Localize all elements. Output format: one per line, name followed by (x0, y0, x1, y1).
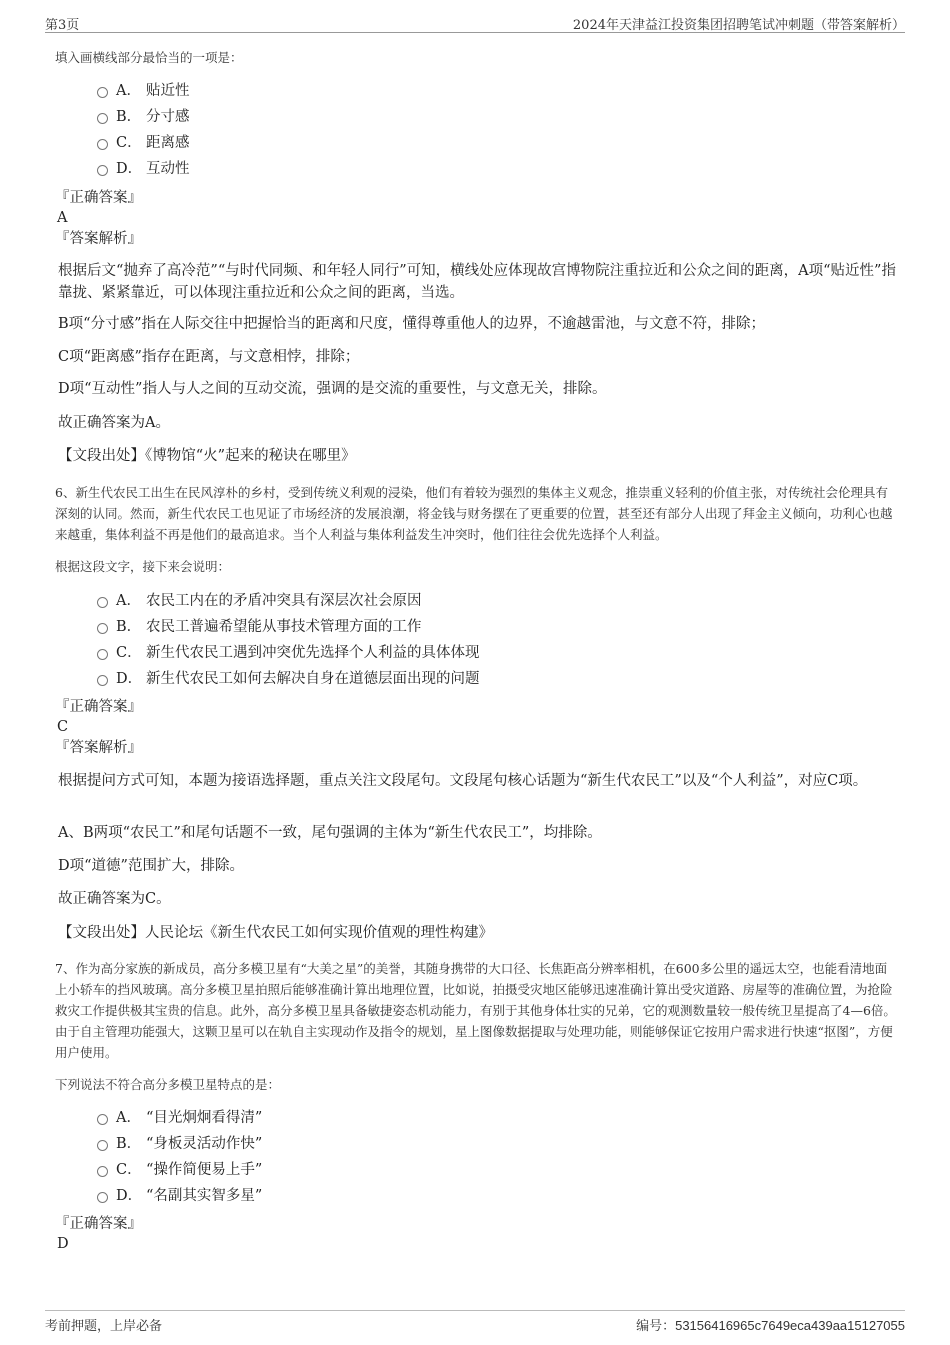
q6-answer: C (57, 719, 69, 735)
q6-analysis-p1: 根据提问方式可知，本题为接语选择题，重点关注文段尾句。文段尾句核心话题为“新生代农民工”以及“个人利益”，对应C项。 (58, 773, 868, 789)
radio-icon[interactable] (97, 623, 108, 634)
q5-option-b[interactable]: B． 分寸感 (97, 106, 190, 128)
q6-analysis-p2: A、B两项“农民工”和尾句话题不一致，尾句强调的主体为“新生代农民工”，均排除。 (58, 825, 602, 841)
q7-passage: 7、作为高分家族的新成员，高分多模卫星有“大美之星”的美誉，其随身携带的大口径、长焦距高分辨率相机，在600多公里的遥远太空，也能看清地面上小轿车的挡风玻璃。高分多模卫星拍照后能够准确计算出地理位置，比如说，拍摄受灾地区能够迅速准确计算出受灾道路、房屋等的准确位置，为抢险救灾工作提供极其宝贵的信息。此外，高分多模卫星具备敏捷姿态机动能力，有别于其他身体壮实的兄弟，它的观测数量较一般传统卫星提高了4—6倍。由于自主管理功能强大，这颗卫星可以在轨自主实现动作及指令的规划，星上图像数据提取与处理功能，则能够保证它按用户需求进行快速“抠图”，方便用户使用。 (55, 961, 896, 1060)
footer-code-label: 编号： (636, 1319, 676, 1334)
q6-option-a[interactable]: A． 农民工内在的矛盾冲突具有深层次社会原因 (97, 590, 422, 612)
q7-prompt: 下列说法不符合高分多模卫星特点的是： (55, 1077, 281, 1092)
q5-answer: A (57, 210, 68, 226)
q6-prompt: 根据这段文字，接下来会说明： (55, 559, 231, 574)
radio-icon[interactable] (97, 649, 108, 660)
radio-icon[interactable] (97, 1140, 108, 1151)
page-header (45, 14, 905, 33)
footer-slogan: 考前押题，上岸必备 (45, 1319, 163, 1334)
q6-answer-label: 『正确答案』 (55, 699, 142, 715)
q6-option-c[interactable]: C． 新生代农民工遇到冲突优先选择个人利益的具体体现 (97, 642, 480, 664)
radio-icon[interactable] (97, 1114, 108, 1125)
q5-analysis-p3: C项“距离感”指存在距离，与文意相悖，排除； (58, 349, 360, 365)
radio-icon[interactable] (97, 597, 108, 608)
q5-option-a[interactable]: A． 贴近性 (97, 80, 190, 102)
radio-icon[interactable] (97, 1192, 108, 1203)
q6-option-b[interactable]: B． 农民工普遍希望能从事技术管理方面的工作 (97, 616, 422, 638)
radio-icon[interactable] (97, 1166, 108, 1177)
q6-source: 【文段出处】人民论坛《新生代农民工如何实现价值观的理性构建》 (58, 925, 493, 941)
page-footer (45, 1310, 905, 1333)
q7-answer-label: 『正确答案』 (55, 1216, 142, 1232)
q5-analysis-p5: 故正确答案为A。 (58, 415, 170, 431)
q5-source: 【文段出处】《博物馆“火”起来的秘诀在哪里》 (58, 448, 356, 464)
radio-icon[interactable] (97, 165, 108, 176)
document-title: 2024年天津益江投资集团招聘笔试冲刺题（带答案解析） (572, 18, 905, 33)
q7-option-b[interactable]: B． “身板灵活动作快” (97, 1133, 262, 1155)
q6-option-d[interactable]: D． 新生代农民工如何去解决自身在道德层面出现的问题 (97, 668, 480, 690)
radio-icon[interactable] (97, 87, 108, 98)
q5-analysis-label: 『答案解析』 (55, 231, 142, 247)
q5-option-c[interactable]: C． 距离感 (97, 132, 190, 154)
q6-analysis-label: 『答案解析』 (55, 740, 142, 756)
q5-answer-label: 『正确答案』 (55, 190, 142, 206)
radio-icon[interactable] (97, 113, 108, 124)
q7-answer: D (57, 1236, 69, 1252)
q5-analysis-p4: D项“互动性”指人与人之间的互动交流，强调的是交流的重要性，与文意无关，排除。 (58, 381, 607, 397)
q7-option-a[interactable]: A． “目光炯炯看得清” (97, 1107, 262, 1129)
q6-analysis-p4: 故正确答案为C。 (58, 891, 171, 907)
q7-option-d[interactable]: D． “名副其实智多星” (97, 1185, 262, 1207)
q5-analysis-p1: 根据后文“抛弃了高冷范”“与时代同频、和年轻人同行”可知，横线处应体现故宫博物院注重拉近和公众之间的距离，A项“贴近性”指靠拢、紧紧靠近，可以体现注重拉近和公众之间的距离，当选。 (58, 263, 896, 301)
q5-prompt: 填入画横线部分最恰当的一项是： (55, 50, 243, 65)
q6-passage: 6、新生代农民工出生在民风淳朴的乡村，受到传统义利观的浸染，他们有着较为强烈的集体主义观念，推崇重义轻利的价值主张，对传统社会伦理具有深刻的认同。然而，新生代农民工也见证了市场经济的发展浪潮，将金钱与财务摆在了更重要的位置，甚至还有部分人出现了拜金主义倾向，功利心也越来越重，集体利益不再是他们的最高追求。当个人利益与集体利益发生冲突时，他们往往会优先选择个人利益。 (55, 485, 893, 542)
radio-icon[interactable] (97, 675, 108, 686)
footer-code-value: 53156416965c7649eca439aa15127055 (675, 1318, 905, 1333)
radio-icon[interactable] (97, 139, 108, 150)
q5-analysis-p2: B项“分寸感”指在人际交往中把握恰当的距离和尺度，懂得尊重他人的边界，不逾越雷池，与文意不符，排除； (58, 316, 765, 332)
footer-code (636, 1315, 905, 1334)
page-number: 第3页 (45, 18, 80, 33)
q7-option-c[interactable]: C． “操作简便易上手” (97, 1159, 262, 1181)
q6-analysis-p3: D项“道德”范围扩大，排除。 (58, 858, 244, 874)
q5-option-d[interactable]: D． 互动性 (97, 158, 190, 180)
